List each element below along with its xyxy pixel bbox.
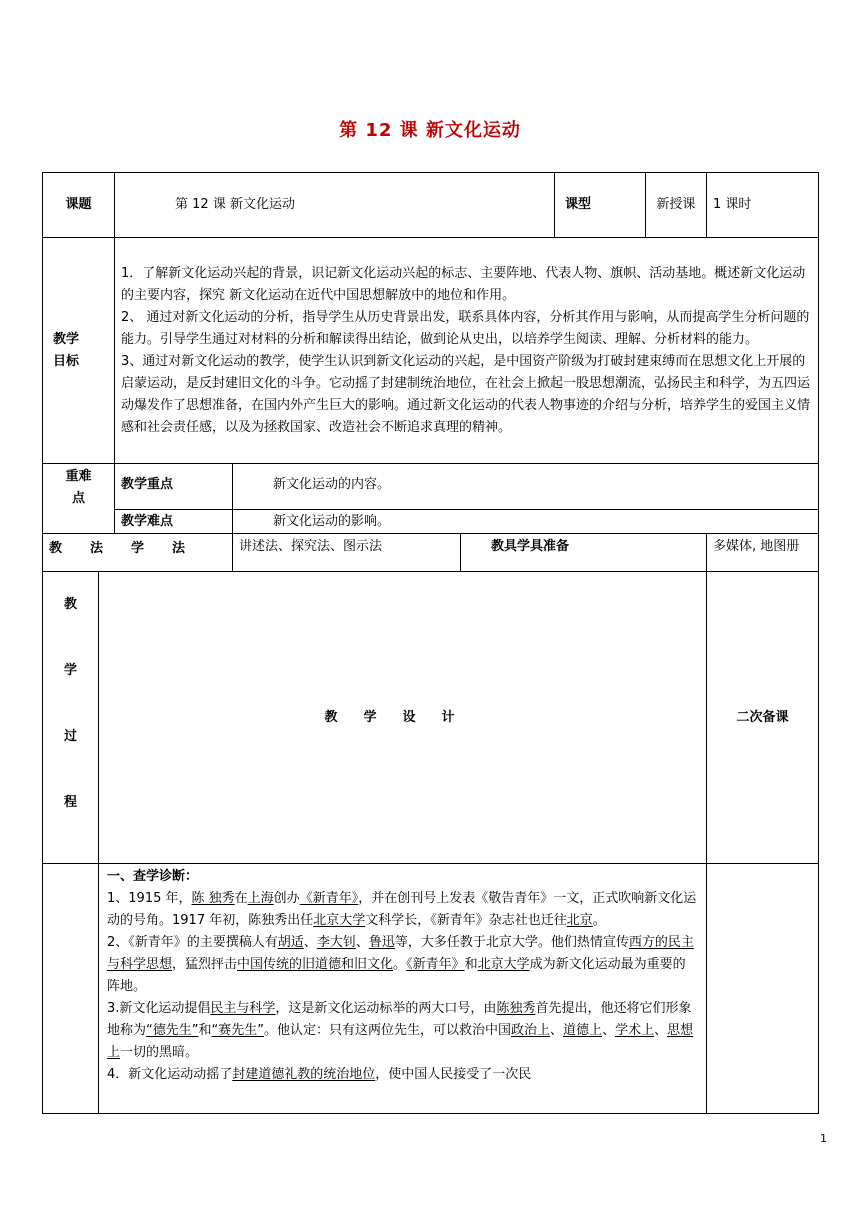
methods-value: 讲述法、探究法、图示法 bbox=[233, 534, 461, 572]
underlined-term: 中国传统的旧道德和旧文化 bbox=[237, 957, 394, 972]
section1 bbox=[99, 864, 707, 1114]
underlined-term: 学术上 bbox=[615, 1023, 655, 1038]
text: 创办 bbox=[273, 891, 300, 906]
process-char-4: 程 bbox=[63, 795, 77, 810]
process-char-1: 教 bbox=[63, 597, 77, 612]
underlined-term: 封建道德礼教的统治地位 bbox=[232, 1067, 376, 1082]
type-cell bbox=[555, 173, 707, 238]
goals-label-line2: 目标 bbox=[53, 353, 80, 369]
text: ，这是新文化运动标举的两大口号，由 bbox=[275, 1001, 497, 1016]
underlined-term: 《新青年》 bbox=[406, 957, 465, 972]
text: 等，大多任教于北京大学。他们热情宣传 bbox=[394, 935, 629, 950]
goal-1: 1．了解新文化运动兴起的背景，识记新文化运动兴起的标志、主要阵地、代表人物、旗帜、活动基地。概述新文化运动的主要内容，探究 新文化运动在近代中国思想解放中的地位和作用。 bbox=[121, 265, 806, 303]
text: ，使中国人民接受了一次民 bbox=[375, 1067, 532, 1082]
process-label bbox=[43, 572, 99, 864]
page-title: 第 12 课 新文化运动 bbox=[339, 120, 521, 141]
topic-value: 第 12 课 新文化运动 bbox=[115, 173, 555, 238]
text: 。 bbox=[592, 913, 606, 928]
text: 3.新文化运动提倡 bbox=[107, 1001, 211, 1016]
underlined-term: 民主与科学 bbox=[210, 1001, 276, 1016]
hours: 1 课时 bbox=[707, 173, 819, 238]
section1-heading: 一、查学诊断： bbox=[107, 869, 199, 884]
goals-label bbox=[43, 238, 115, 464]
goals-label-line1: 教学 bbox=[53, 331, 80, 347]
section1-item1 bbox=[107, 888, 698, 932]
text: 首先提出，他还将它们形象地称为 bbox=[107, 1001, 692, 1038]
goal-3: 3、通过对新文化运动的教学，使学生认识到新文化运动的兴起，是中国资产阶级为打破封建束缚而在思想文化上开展的启蒙运动，是反封建旧文化的斗争。它动摇了封建制统治地位，在社会上掀起一股思想潮流，弘扬民主和科学，为五四运动爆发作了思想准备，在国内外产生巨大的影响。通过新文化运动的代表人物事迹的介绍与分析，培养学生的爱国主义情感和社会责任感，以及为拯救国家、改造社会不断追求真理的精神。 bbox=[121, 353, 811, 435]
underlined-term: 北京 bbox=[566, 913, 593, 928]
text: 1、1915 年， bbox=[107, 891, 192, 906]
key-label-line1: 重难 bbox=[65, 469, 92, 484]
topic-label: 课题 bbox=[43, 173, 115, 238]
difficulty-value: 新文化运动的影响。 bbox=[233, 510, 819, 534]
underlined-term: 《新青年》 bbox=[299, 891, 359, 906]
section1-item3 bbox=[107, 998, 698, 1064]
text: 、 bbox=[355, 935, 369, 950]
text: ，并在创刊号上发表《敬告青年》一文，正式吹响新文化运动的号角。1917 年初，陈独秀出任 bbox=[107, 891, 697, 928]
process-char-3: 过 bbox=[63, 729, 77, 744]
text: 一切的黑暗。 bbox=[120, 1045, 199, 1060]
text: 。 bbox=[393, 957, 407, 972]
page-number: 1 bbox=[820, 1132, 827, 1145]
text: 文科学长，《新青年》杂志社也迁往 bbox=[365, 913, 567, 928]
section1-item2 bbox=[107, 932, 698, 998]
text: 、 bbox=[550, 1023, 564, 1038]
tools-value: 多媒体, 地图册 bbox=[707, 534, 819, 572]
underlined-term: 胡适 bbox=[277, 935, 304, 950]
goals-content bbox=[115, 238, 819, 464]
underlined-term: 思想上 bbox=[107, 1023, 694, 1060]
text: 4．新文化运动动摇了 bbox=[107, 1067, 233, 1082]
underlined-term: 陈 独秀 bbox=[191, 891, 235, 906]
underlined-term: 北京大学 bbox=[313, 913, 366, 928]
key-label-line2: 点 bbox=[72, 491, 86, 506]
type-label: 课型 bbox=[565, 197, 592, 212]
lesson-plan-table bbox=[42, 172, 819, 1114]
methods-label: 教法学法 bbox=[43, 534, 233, 572]
type-value: 新授课 bbox=[645, 173, 706, 237]
underlined-term: 西方的民主与科学思想 bbox=[107, 935, 694, 972]
text: 成为新文化运动最为重要的阵地。 bbox=[107, 957, 686, 994]
key-label bbox=[43, 464, 115, 534]
text: 和 bbox=[198, 1023, 212, 1038]
underlined-term: 道德上 bbox=[563, 1023, 603, 1038]
process-empty-cell bbox=[43, 864, 99, 1114]
focus-value: 新文化运动的内容。 bbox=[233, 464, 819, 510]
underlined-term: 北京大学 bbox=[477, 957, 530, 972]
section1-item4 bbox=[107, 1064, 698, 1086]
underlined-term: “赛先生” bbox=[211, 1023, 264, 1038]
design-label: 教学设计 bbox=[99, 572, 707, 864]
text: 、 bbox=[303, 935, 317, 950]
second-prep-cell bbox=[707, 864, 819, 1114]
text: 在 bbox=[234, 891, 248, 906]
text: 。他认定：只有这两位先生，可以救治中国 bbox=[264, 1023, 512, 1038]
text: 、 bbox=[654, 1023, 668, 1038]
underlined-term: 政治上 bbox=[511, 1023, 551, 1038]
text: 2、《新青年》的主要撰稿人有 bbox=[107, 935, 278, 950]
second-prep-label: 二次备课 bbox=[707, 572, 819, 864]
underlined-term: 鲁迅 bbox=[368, 935, 395, 950]
underlined-term: “德先生” bbox=[146, 1023, 199, 1038]
difficulty-label: 教学难点 bbox=[115, 510, 233, 534]
underlined-term: 李大钊 bbox=[316, 935, 356, 950]
tools-label: 教具学具准备 bbox=[461, 534, 707, 572]
underlined-term: 上海 bbox=[247, 891, 274, 906]
text: 和 bbox=[464, 957, 478, 972]
text: ，猛烈抨击 bbox=[172, 957, 238, 972]
underlined-term: 陈独秀 bbox=[496, 1001, 536, 1016]
focus-label: 教学重点 bbox=[115, 464, 233, 510]
process-char-2: 学 bbox=[63, 663, 77, 678]
text: 、 bbox=[602, 1023, 616, 1038]
goal-2: 2、 通过对新文化运动的分析，指导学生从历史背景出发，联系具体内容，分析其作用与影响，从而提高学生分析问题的能力。引导学生通过对材料的分析和解读得出结论，做到论从史出，以培养学生阅读、理解、分析材料的能力。 bbox=[121, 309, 810, 347]
